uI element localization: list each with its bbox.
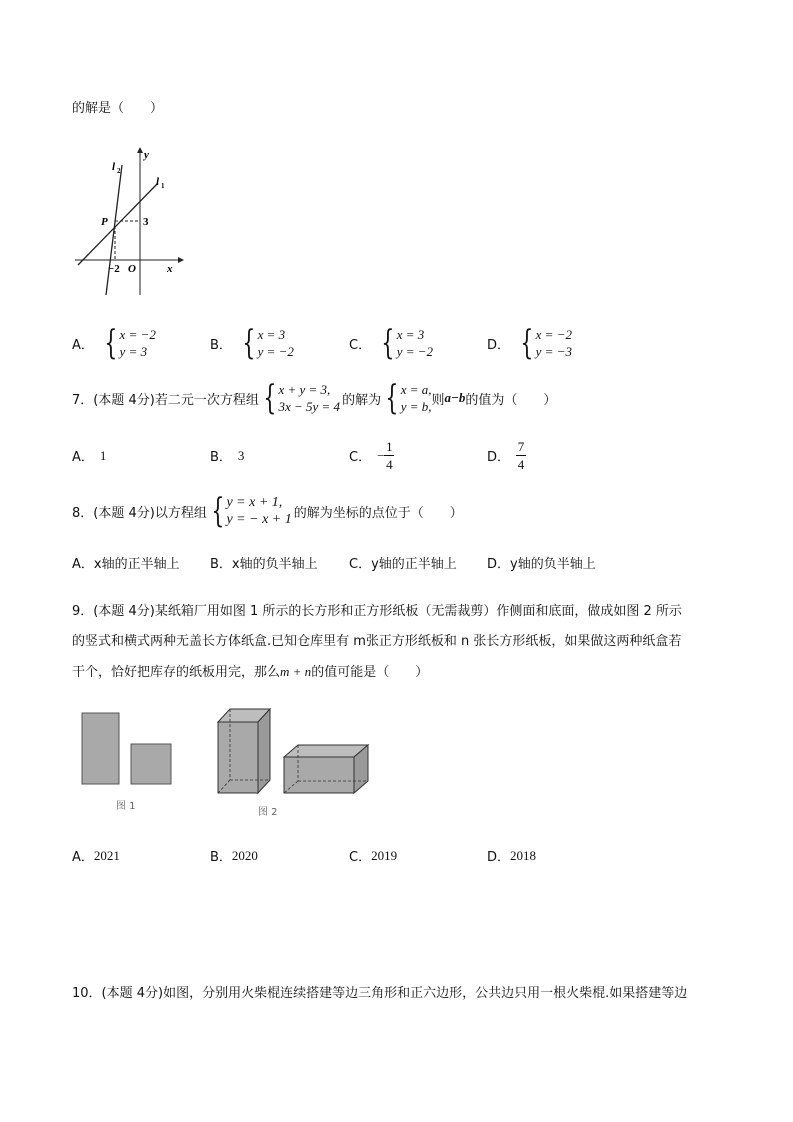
fig2-vertical-box (218, 722, 258, 793)
q9-stem-line3: 干个，恰好把库存的纸板用完，那么m + n的值可能是（ ） (72, 664, 429, 680)
q9-stem-line2: 的竖式和横式两种无盖长方体纸盒.已知仓库里有 m张正方形纸板和 n 张长方形纸板，如果做这两种纸盒若 (72, 634, 682, 649)
q7-option-b[interactable]: B． 3 (210, 447, 245, 465)
q7-option-a[interactable]: A． 1 (72, 447, 107, 465)
q8-option-c[interactable]: C． y轴的正半轴上 (349, 557, 457, 572)
fig2-horizontal-box (284, 757, 354, 793)
q8-option-b[interactable]: B． x轴的负半轴上 (210, 557, 318, 572)
fig2-caption: 图 2 (258, 807, 278, 818)
q7-option-c[interactable]: C． − $\frac{1}{4}$ (349, 439, 393, 472)
q6-option-d[interactable]: D． { x = −2 y = −3 (487, 323, 572, 363)
origin-label: O (128, 263, 136, 275)
l1-subscript: 1 (161, 182, 165, 190)
x-axis-arrow (178, 257, 184, 263)
q9-option-b[interactable]: B． 2020 (210, 847, 258, 865)
q9-option-c[interactable]: C． 2019 (349, 847, 398, 865)
y-axis-arrow (137, 147, 143, 153)
fig1-square (131, 744, 171, 784)
l2-subscript: 2 (117, 167, 121, 175)
q9-option-d[interactable]: D． 2018 (487, 847, 537, 865)
q6-option-c[interactable]: C． { x = 3 y = −2 (349, 323, 434, 363)
fig1-caption: 图 1 (116, 801, 136, 812)
y-axis-label: y (144, 149, 149, 161)
q8-option-d[interactable]: D． y轴的负半轴上 (487, 557, 596, 572)
fig1-rectangle (82, 713, 119, 784)
q6-option-b[interactable]: B． { x = 3 y = −2 (210, 323, 294, 363)
q9-figures (78, 705, 378, 823)
q8-stem: 8．(本题 4分)以方程组 { y = x + 1, y = − x + 1 的解为坐标的点位于（ ） (72, 491, 463, 531)
q7-stem: 7．(本题 4分)若二元一次方程组 { x + y = 3, 3x − 5y = 4 的解为 { x = a, y = b, 则 a−b 的值为（ ） (72, 378, 557, 418)
q10-stem-line1: 10．(本题 4分)如图，分别用火柴棍连续搭建等边三角形和正六边形，公共边只用一根火柴棍.如果搭建等边 (72, 986, 688, 1001)
l1-label: l (156, 176, 160, 188)
line-l2 (106, 165, 122, 295)
q7-expression: a−b (444, 390, 466, 405)
point-p-label: P (101, 216, 108, 228)
q9-option-a[interactable]: A． 2021 (72, 847, 120, 865)
q6-graph (70, 145, 185, 300)
q8-option-a[interactable]: A． x轴的正半轴上 (72, 557, 180, 572)
x-tick-label: −2 (108, 263, 120, 275)
y-tick-label: 3 (143, 216, 149, 228)
x-axis-label: x (167, 263, 173, 275)
q6-option-a[interactable]: A． { x = −2 y = 3 (72, 323, 156, 363)
q9-stem-line1: 9．(本题 4分)某纸箱厂用如图 1 所示的长方形和正方形纸板（无需裁剪）作侧面和底面，做成如图 2 所示 (72, 604, 682, 619)
l2-label: l (112, 161, 116, 173)
q7-option-d[interactable]: D． $\frac{7}{4}$ (487, 439, 525, 472)
q6-stem-tail: 的解是（ ） (72, 101, 164, 116)
